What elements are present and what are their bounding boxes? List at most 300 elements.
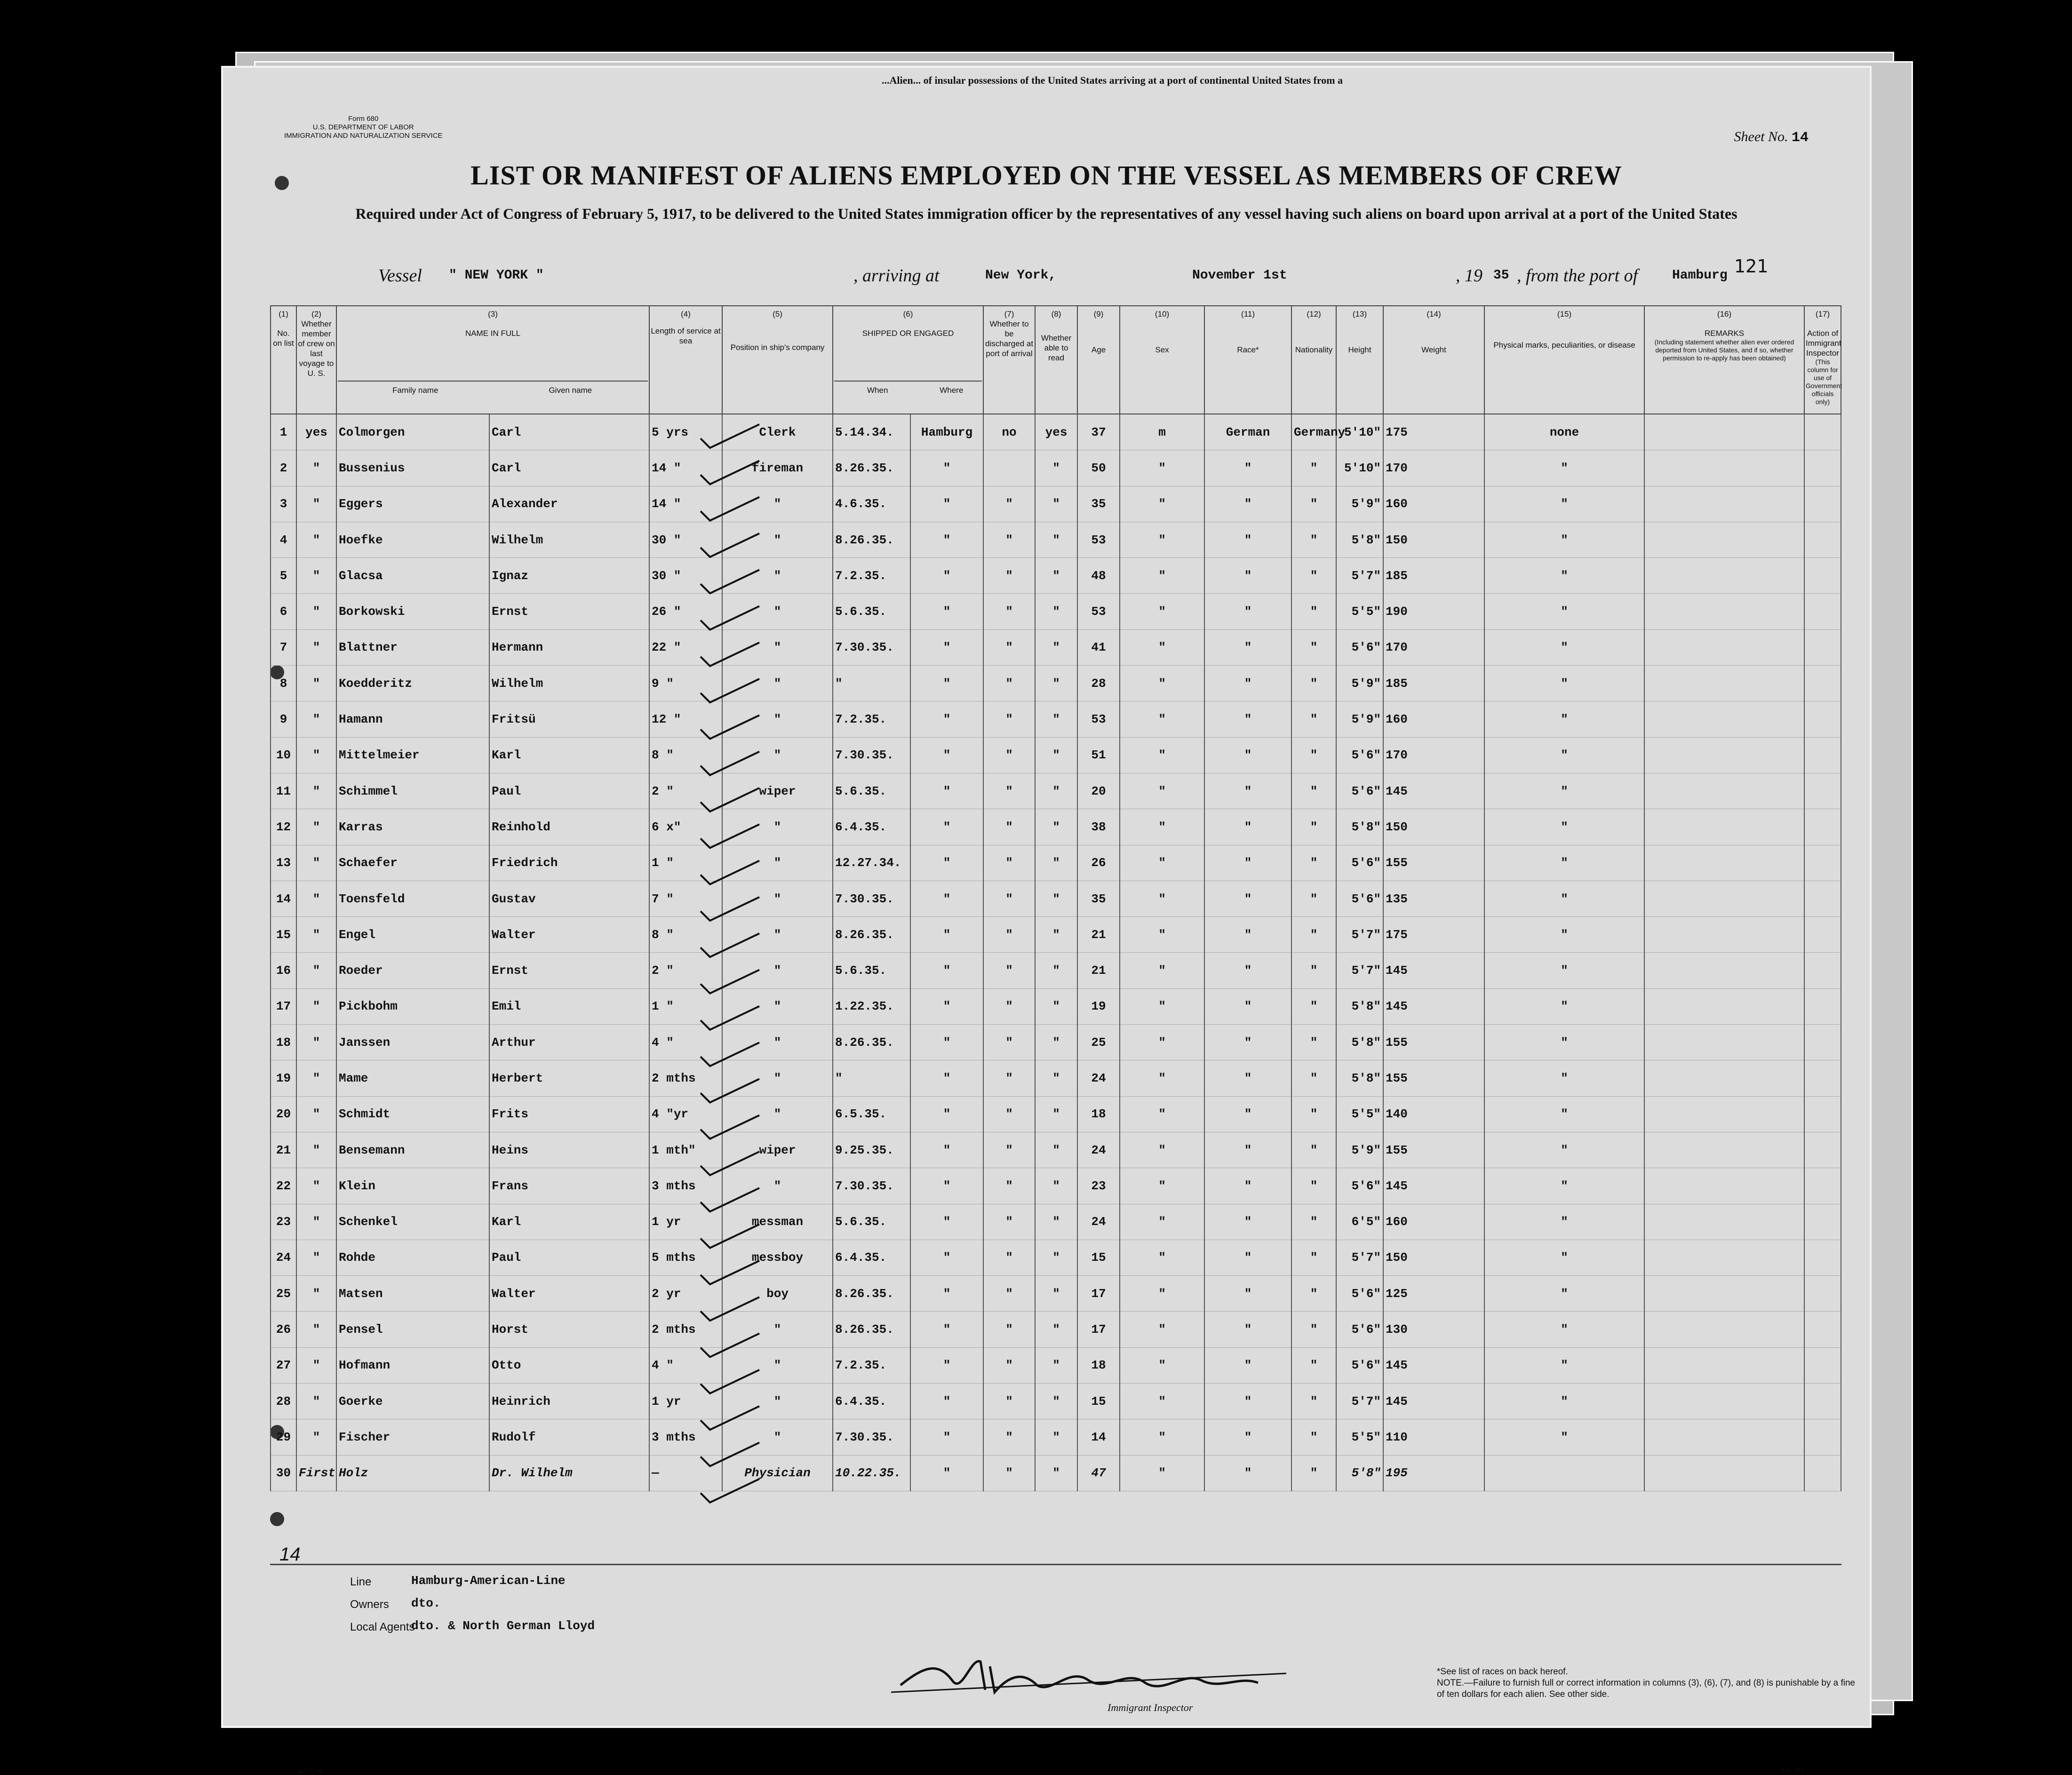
where-cell: ": [910, 522, 983, 557]
row-number: 29: [271, 1419, 296, 1455]
action-cell: [1804, 486, 1841, 522]
discharged-cell: ": [983, 666, 1035, 701]
marks-cell: ": [1484, 594, 1644, 629]
race-cell: ": [1204, 1025, 1291, 1060]
read-cell: ": [1035, 845, 1077, 881]
nationality-cell: ": [1291, 953, 1336, 988]
given-name-cell: Alexander: [489, 486, 649, 522]
where-cell: ": [910, 666, 983, 701]
sex-cell: m: [1120, 414, 1204, 450]
length-cell: 2 ": [649, 773, 722, 809]
read-cell: ": [1035, 1312, 1077, 1347]
given-name-cell: Walter: [489, 917, 649, 953]
weight-cell: 125: [1383, 1276, 1484, 1312]
age-cell: 21: [1077, 917, 1120, 953]
length-cell: 1 ": [649, 845, 722, 881]
age-cell: 14: [1077, 1419, 1120, 1455]
given-name-cell: Heinrich: [489, 1384, 649, 1419]
table-row: [271, 1168, 1841, 1204]
col-nationality-header: (12) Nationality: [1291, 306, 1336, 414]
where-cell: ": [910, 737, 983, 773]
when-cell: 6.4.35.: [833, 1240, 910, 1275]
remarks-cell: [1644, 414, 1804, 450]
row-number: 30: [271, 1455, 296, 1491]
race-cell: ": [1204, 450, 1291, 486]
row-number: 5: [271, 558, 296, 594]
action-cell: [1804, 1096, 1841, 1132]
col-race-header: (11) Race*: [1204, 306, 1291, 414]
read-cell: ": [1035, 1384, 1077, 1419]
length-cell: 9 ": [649, 666, 722, 701]
from-label: , from the port of: [1517, 266, 1638, 286]
length-cell: 14 ": [649, 486, 722, 522]
table-row: [271, 666, 1841, 701]
length-cell: 2 yr: [649, 1276, 722, 1312]
length-cell: 2 ": [649, 953, 722, 988]
row-number: 6: [271, 594, 296, 629]
age-cell: 17: [1077, 1276, 1120, 1312]
given-name-cell: Fritsü: [489, 701, 649, 737]
marks-cell: ": [1484, 629, 1644, 665]
weight-cell: 175: [1383, 414, 1484, 450]
nationality-cell: ": [1291, 450, 1336, 486]
action-cell: [1804, 737, 1841, 773]
read-cell: ": [1035, 953, 1077, 988]
member-cell: ": [296, 988, 336, 1024]
position-cell: ": [722, 558, 833, 594]
line-label: Line: [350, 1576, 372, 1588]
row-number: 8: [271, 666, 296, 701]
read-cell: yes: [1035, 414, 1077, 450]
discharged-cell: ": [983, 1240, 1035, 1275]
nationality-cell: ": [1291, 666, 1336, 701]
row-number: 16: [271, 953, 296, 988]
form-id: Form 680: [348, 115, 379, 123]
length-cell: —: [649, 1455, 722, 1491]
age-cell: 35: [1077, 486, 1120, 522]
race-cell: ": [1204, 558, 1291, 594]
length-cell: 1 yr: [649, 1204, 722, 1240]
read-cell: ": [1035, 881, 1077, 916]
nationality-cell: ": [1291, 558, 1336, 594]
year: 35: [1493, 268, 1509, 283]
remarks-cell: [1644, 845, 1804, 881]
given-name-cell: Karl: [489, 737, 649, 773]
given-name-cell: Friedrich: [489, 845, 649, 881]
row-number: 3: [271, 486, 296, 522]
family-name-cell: Pensel: [336, 1312, 489, 1347]
remarks-cell: [1644, 953, 1804, 988]
read-cell: ": [1035, 486, 1077, 522]
member-cell: ": [296, 701, 336, 737]
family-name-cell: Schenkel: [336, 1204, 489, 1240]
position-cell: boy: [722, 1276, 833, 1312]
race-cell: ": [1204, 701, 1291, 737]
position-cell: ": [722, 988, 833, 1024]
remarks-cell: [1644, 1096, 1804, 1132]
row-number: 4: [271, 522, 296, 557]
height-cell: 5'8": [1336, 809, 1383, 845]
action-cell: [1804, 1455, 1841, 1491]
remarks-cell: [1644, 594, 1804, 629]
row-number: 1: [271, 414, 296, 450]
race-cell: ": [1204, 1384, 1291, 1419]
read-cell: ": [1035, 1168, 1077, 1204]
family-name-cell: Hamann: [336, 701, 489, 737]
family-name-cell: Schimmel: [336, 773, 489, 809]
when-cell: 6.4.35.: [833, 1384, 910, 1419]
where-cell: ": [910, 1240, 983, 1275]
when-cell: 5.6.35.: [833, 594, 910, 629]
length-cell: 3 mths: [649, 1419, 722, 1455]
read-cell: ": [1035, 1204, 1077, 1240]
race-cell: ": [1204, 1132, 1291, 1168]
discharged-cell: ": [983, 917, 1035, 953]
nationality-cell: ": [1291, 809, 1336, 845]
where-cell: ": [910, 558, 983, 594]
family-name-cell: Goerke: [336, 1384, 489, 1419]
table-row: [271, 701, 1841, 737]
row-number: 7: [271, 629, 296, 665]
nationality-cell: ": [1291, 1096, 1336, 1132]
col-action-header: (17) Action of Immigrant Inspector (This column for use of Government officials only): [1804, 306, 1841, 414]
discharged-cell: ": [983, 1096, 1035, 1132]
family-name-cell: Blattner: [336, 629, 489, 665]
family-name-cell: Rohde: [336, 1240, 489, 1275]
height-cell: 5'9": [1336, 701, 1383, 737]
family-name-cell: Borkowski: [336, 594, 489, 629]
when-cell: 5.6.35.: [833, 773, 910, 809]
marks-cell: ": [1484, 845, 1644, 881]
where-header: Where: [940, 386, 964, 395]
height-cell: 5'7": [1336, 953, 1383, 988]
marks-cell: ": [1484, 1025, 1644, 1060]
discharged-cell: ": [983, 1312, 1035, 1347]
table-row: [271, 1132, 1841, 1168]
sex-cell: ": [1120, 1096, 1204, 1132]
remarks-cell: [1644, 1276, 1804, 1312]
marks-cell: ": [1484, 1312, 1644, 1347]
read-cell: ": [1035, 629, 1077, 665]
race-cell: ": [1204, 1060, 1291, 1096]
family-name-cell: Bussenius: [336, 450, 489, 486]
col-marks-header: (15) Physical marks, peculiarities, or disease: [1484, 306, 1644, 414]
nationality-cell: ": [1291, 845, 1336, 881]
race-cell: ": [1204, 737, 1291, 773]
nationality-cell: ": [1291, 881, 1336, 916]
race-cell: ": [1204, 522, 1291, 557]
member-cell: ": [296, 1312, 336, 1347]
nationality-cell: ": [1291, 1025, 1336, 1060]
where-cell: ": [910, 845, 983, 881]
length-cell: 2 mths: [649, 1060, 722, 1096]
nationality-cell: ": [1291, 594, 1336, 629]
length-cell: 3 mths: [649, 1168, 722, 1204]
sex-cell: ": [1120, 917, 1204, 953]
given-name-cell: Ernst: [489, 953, 649, 988]
action-cell: [1804, 666, 1841, 701]
col-length-header: (4) Length of service at sea: [649, 306, 722, 414]
length-cell: 1 ": [649, 988, 722, 1024]
weight-cell: 145: [1383, 773, 1484, 809]
when-cell: ": [833, 1060, 910, 1096]
table-row: [271, 881, 1841, 916]
where-cell: ": [910, 1419, 983, 1455]
sex-cell: ": [1120, 953, 1204, 988]
when-cell: ": [833, 666, 910, 701]
height-cell: 5'8": [1336, 1025, 1383, 1060]
top-strip-text: ...Alien... of insular possessions of the United States arriving at a port of continental United States from a: [882, 74, 1343, 86]
when-cell: 7.30.35.: [833, 629, 910, 665]
race-cell: ": [1204, 1204, 1291, 1240]
given-name-cell: Rudolf: [489, 1419, 649, 1455]
discharged-cell: ": [983, 737, 1035, 773]
position-cell: ": [722, 953, 833, 988]
where-cell: Hamburg: [910, 414, 983, 450]
sex-cell: ": [1120, 701, 1204, 737]
position-cell: ": [722, 1025, 833, 1060]
race-cell: German: [1204, 414, 1291, 450]
family-name-cell: Eggers: [336, 486, 489, 522]
action-cell: [1804, 809, 1841, 845]
marks-cell: [1484, 1455, 1644, 1491]
marks-cell: ": [1484, 450, 1644, 486]
weight-cell: 155: [1383, 1132, 1484, 1168]
sex-cell: ": [1120, 1240, 1204, 1275]
action-cell: [1804, 988, 1841, 1024]
sex-cell: ": [1120, 450, 1204, 486]
remarks-cell: [1644, 1384, 1804, 1419]
departure-port: Hamburg: [1672, 268, 1728, 283]
action-cell: [1804, 953, 1841, 988]
where-cell: ": [910, 917, 983, 953]
height-cell: 5'10": [1336, 414, 1383, 450]
action-cell: [1804, 845, 1841, 881]
where-cell: ": [910, 1132, 983, 1168]
given-name-cell: Frits: [489, 1096, 649, 1132]
given-name-cell: Emil: [489, 988, 649, 1024]
where-cell: ": [910, 1025, 983, 1060]
marks-cell: ": [1484, 701, 1644, 737]
read-cell: ": [1035, 522, 1077, 557]
weight-cell: 155: [1383, 1060, 1484, 1096]
table-row: [271, 1419, 1841, 1455]
member-cell: ": [296, 773, 336, 809]
action-cell: [1804, 1025, 1841, 1060]
age-cell: 24: [1077, 1132, 1120, 1168]
read-cell: ": [1035, 1060, 1077, 1096]
remarks-cell: [1644, 1060, 1804, 1096]
age-cell: 47: [1077, 1455, 1120, 1491]
vessel-name: " NEW YORK ": [449, 268, 544, 283]
crew-rows: [271, 414, 1841, 1491]
when-cell: 7.30.35.: [833, 737, 910, 773]
col-age-header: (9) Age: [1077, 306, 1120, 414]
position-cell: ": [722, 1419, 833, 1455]
marks-cell: ": [1484, 1276, 1644, 1312]
where-cell: ": [910, 1455, 983, 1491]
family-name-cell: Karras: [336, 809, 489, 845]
remarks-cell: [1644, 1347, 1804, 1383]
page-title: LIST OR MANIFEST OF ALIENS EMPLOYED ON THE VESSEL AS MEMBERS OF CREW: [470, 160, 1622, 191]
race-cell: ": [1204, 1276, 1291, 1312]
row-number: 14: [271, 881, 296, 916]
height-cell: 5'5": [1336, 1419, 1383, 1455]
member-cell: ": [296, 1096, 336, 1132]
remarks-cell: [1644, 1312, 1804, 1347]
sex-cell: ": [1120, 1132, 1204, 1168]
length-cell: 1 mth": [649, 1132, 722, 1168]
marks-cell: ": [1484, 988, 1644, 1024]
read-cell: ": [1035, 1276, 1077, 1312]
read-cell: ": [1035, 809, 1077, 845]
family-name-cell: Mame: [336, 1060, 489, 1096]
table-row: [271, 414, 1841, 450]
page-number: 121: [1734, 256, 1769, 277]
position-cell: wiper: [722, 1132, 833, 1168]
action-cell: [1804, 1312, 1841, 1347]
arrival-date: November 1st: [1192, 268, 1287, 283]
height-cell: 5'8": [1336, 1455, 1383, 1491]
agents-value: dto. & North German Lloyd: [411, 1619, 595, 1633]
length-cell: 6 x": [649, 809, 722, 845]
given-name-cell: Karl: [489, 1204, 649, 1240]
family-name-cell: Hofmann: [336, 1347, 489, 1383]
table-row: [271, 737, 1841, 773]
when-cell: 12.27.34.: [833, 845, 910, 881]
position-cell: ": [722, 1096, 833, 1132]
position-cell: fireman: [722, 450, 833, 486]
where-cell: ": [910, 953, 983, 988]
position-cell: Physician: [722, 1455, 833, 1491]
weight-cell: 150: [1383, 809, 1484, 845]
read-cell: ": [1035, 737, 1077, 773]
length-cell: 22 ": [649, 629, 722, 665]
table-row: [271, 1455, 1841, 1491]
remarks-cell: [1644, 522, 1804, 557]
row-number: 22: [271, 1168, 296, 1204]
given-name-cell: Horst: [489, 1312, 649, 1347]
table-row: [271, 917, 1841, 953]
sex-cell: ": [1120, 1168, 1204, 1204]
remarks-cell: [1644, 1132, 1804, 1168]
race-cell: ": [1204, 953, 1291, 988]
position-cell: ": [722, 809, 833, 845]
given-name-cell: Arthur: [489, 1025, 649, 1060]
member-cell: ": [296, 1060, 336, 1096]
table-row: [271, 450, 1841, 486]
race-cell: ": [1204, 629, 1291, 665]
sex-cell: ": [1120, 1419, 1204, 1455]
action-cell: [1804, 773, 1841, 809]
race-cell: ": [1204, 881, 1291, 916]
position-cell: ": [722, 881, 833, 916]
footer: [270, 1544, 1856, 1775]
height-cell: 5'6": [1336, 1347, 1383, 1383]
marks-cell: ": [1484, 1204, 1644, 1240]
age-cell: 21: [1077, 953, 1120, 988]
member-cell: ": [296, 1025, 336, 1060]
page-subtitle: Required under Act of Congress of February 5, 1917, to be delivered to the United States immigration officer by the representatives of any vessel having such aliens on board upon arrival at a port of the United States: [355, 205, 1737, 222]
remarks-cell: [1644, 1204, 1804, 1240]
height-cell: 5'6": [1336, 881, 1383, 916]
read-cell: ": [1035, 1132, 1077, 1168]
when-cell: 7.2.35.: [833, 1347, 910, 1383]
length-cell: 2 mths: [649, 1312, 722, 1347]
row-number: 15: [271, 917, 296, 953]
agents-label: Local Agents: [350, 1621, 415, 1633]
race-cell: ": [1204, 1096, 1291, 1132]
table-row: [271, 1096, 1841, 1132]
position-cell: ": [722, 1384, 833, 1419]
age-cell: 37: [1077, 414, 1120, 450]
age-cell: 53: [1077, 594, 1120, 629]
action-cell: [1804, 1276, 1841, 1312]
family-name-cell: Glacsa: [336, 558, 489, 594]
age-cell: 20: [1077, 773, 1120, 809]
height-cell: 5'9": [1336, 486, 1383, 522]
discharged-cell: ": [983, 953, 1035, 988]
weight-cell: 145: [1383, 988, 1484, 1024]
weight-cell: 150: [1383, 1240, 1484, 1275]
remarks-cell: [1644, 809, 1804, 845]
length-cell: 14 ": [649, 450, 722, 486]
weight-cell: 155: [1383, 1025, 1484, 1060]
sex-cell: ": [1120, 1384, 1204, 1419]
age-cell: 53: [1077, 701, 1120, 737]
race-cell: ": [1204, 1419, 1291, 1455]
nationality-cell: ": [1291, 486, 1336, 522]
position-cell: Clerk: [722, 414, 833, 450]
sheet-number: [1734, 129, 1809, 146]
sex-cell: ": [1120, 1455, 1204, 1491]
age-cell: 18: [1077, 1347, 1120, 1383]
sex-cell: ": [1120, 666, 1204, 701]
member-cell: ": [296, 450, 336, 486]
col-name-header: (3) NAME IN FULL Family name Given name: [336, 306, 649, 414]
remarks-cell: [1644, 917, 1804, 953]
weight-cell: 160: [1383, 701, 1484, 737]
nationality-cell: Germany: [1291, 414, 1336, 450]
height-cell: 5'5": [1336, 1096, 1383, 1132]
tally-mark: 14: [279, 1544, 301, 1565]
position-cell: ": [722, 629, 833, 665]
height-cell: 5'7": [1336, 917, 1383, 953]
vessel-label: Vessel: [378, 266, 422, 286]
age-cell: 50: [1077, 450, 1120, 486]
sex-cell: ": [1120, 1060, 1204, 1096]
marks-cell: ": [1484, 737, 1644, 773]
row-number: 10: [271, 737, 296, 773]
where-cell: ": [910, 1384, 983, 1419]
nationality-cell: ": [1291, 737, 1336, 773]
action-cell: [1804, 629, 1841, 665]
where-cell: ": [910, 450, 983, 486]
given-name-cell: Ignaz: [489, 558, 649, 594]
col-height-header: (13) Height: [1336, 306, 1383, 414]
age-cell: 18: [1077, 1096, 1120, 1132]
marks-cell: ": [1484, 1096, 1644, 1132]
when-cell: 6.4.35.: [833, 809, 910, 845]
table-row: [271, 1204, 1841, 1240]
remarks-cell: [1644, 1168, 1804, 1204]
marks-cell: ": [1484, 1060, 1644, 1096]
read-cell: ": [1035, 594, 1077, 629]
nationality-cell: ": [1291, 1384, 1336, 1419]
action-cell: [1804, 1168, 1841, 1204]
race-cell: ": [1204, 988, 1291, 1024]
member-cell: ": [296, 881, 336, 916]
